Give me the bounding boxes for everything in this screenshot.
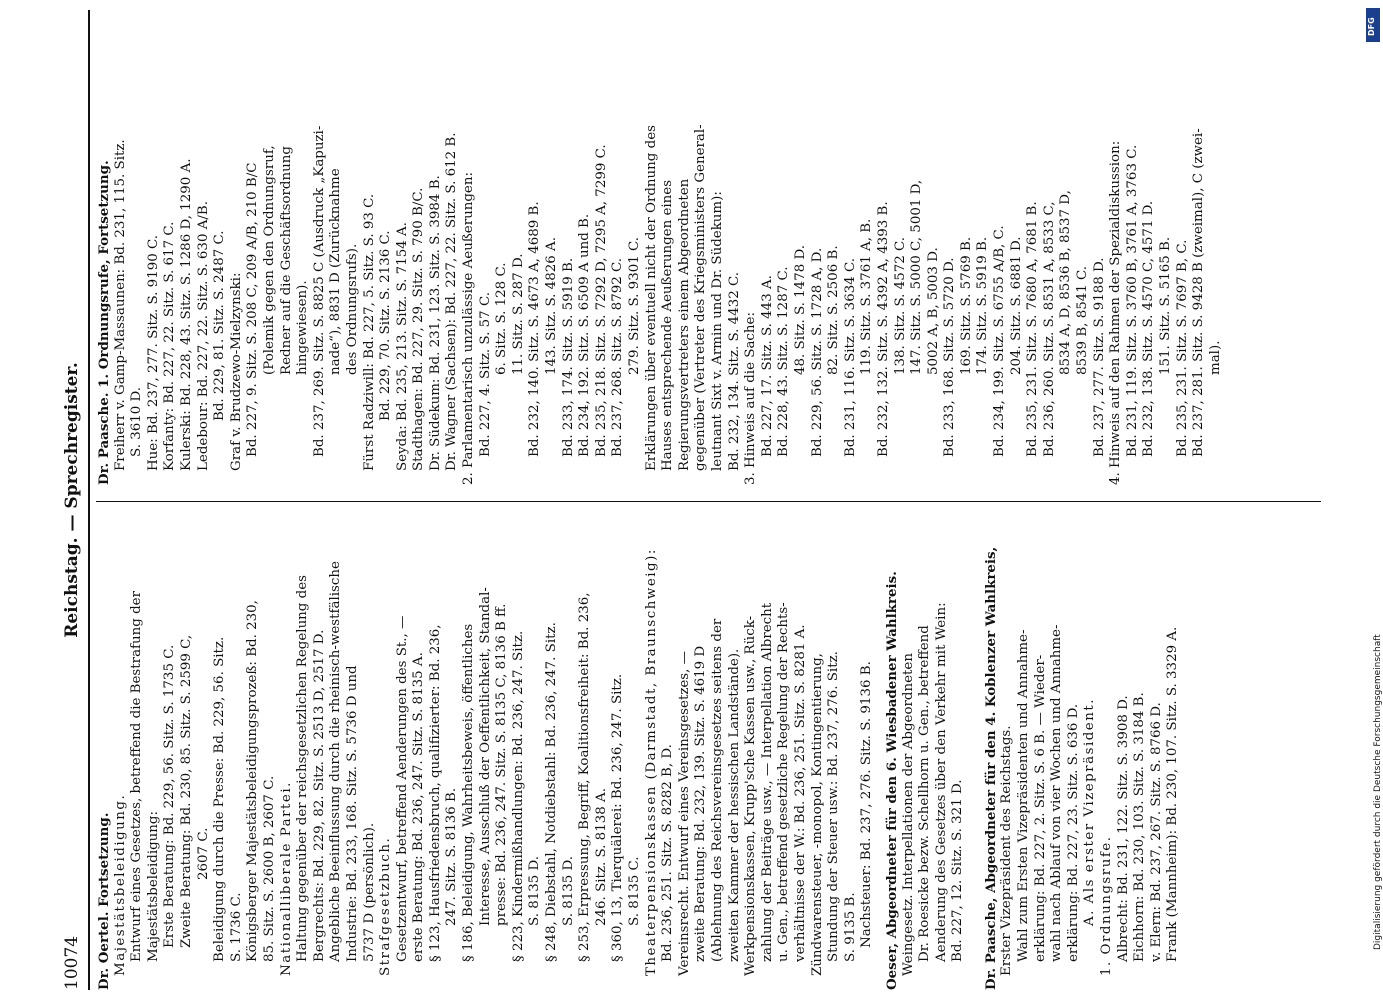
text-line: Bd. 232, 132. Sitz. S. 4392 A, 4393 B. <box>875 201 891 457</box>
text-line: des Ordnungsrufs). <box>344 243 360 375</box>
spacer <box>975 520 983 990</box>
text-line: Bd. 229, 81. Sitz. S. 2487 C. <box>212 230 228 421</box>
text-line: mal). <box>1207 340 1223 375</box>
text-line: § 223, Kindermißhandlungen: Bd. 236, 247. Sitz. <box>510 630 526 962</box>
text-line: Bd. 231, 119. Sitz. S. 3760 B, 3761 A, 3763 C. <box>1124 144 1140 457</box>
text-line: 11. Sitz. S. 287 D. <box>510 253 526 375</box>
text-line: S. 8135 C. <box>627 856 642 926</box>
text-line: nade“), 8831 D (Zurücknahme <box>328 168 344 375</box>
text-line: S. 8135 D. <box>560 855 576 926</box>
text-line: Dr. Südekum: Bd. 231, 123. Sitz. S. 3984 B. <box>427 175 443 471</box>
text-line: Bd. 231, 116. Sitz. S. 3634 C. <box>842 257 858 457</box>
text-line: 2607 C. <box>195 827 211 880</box>
text-line: Hauses entsprechende Aeußerungen eines <box>660 179 676 471</box>
text-line: Wahl zum Ersten Vizepräsidenten und Annahme- <box>1016 629 1032 962</box>
text-line: Bd. 236, 251. Sitz. S. 8282 B, D. <box>660 744 676 962</box>
text-line: Bergrechts: Bd. 229, 82. Sitz. S. 2513 D, 2517 D. <box>311 629 327 962</box>
text-line: zweiten Kammer der hessischen Landstände). <box>726 648 742 962</box>
spacer <box>967 520 975 990</box>
page-number: 10074 <box>62 935 82 990</box>
text-line: § 123, Hausfriedensbruch, qualifizierter: Bd. 236, <box>427 624 443 962</box>
text-line: 6. Sitz. S. 128 C. <box>494 262 510 375</box>
text-line: presse: Bd. 236, 247. Sitz. S. 8135 C, 8136 B ff. <box>494 603 510 926</box>
text-line: Bd. 233, 174. Sitz. S. 5919 B. <box>560 257 576 457</box>
text-line: S. 1736 C. <box>228 892 244 962</box>
text-line: Regierungsvertreters einem Abgeordneten <box>676 178 692 471</box>
right-column <box>96 15 1224 485</box>
text-line: Nationalliberale Partei. <box>278 781 294 976</box>
header-rule <box>88 10 90 990</box>
text-line: (Ablehnung des Reichsvereinsgesetzes seitens der <box>709 618 725 962</box>
text-line: Bd. 227, 12. Sitz. S. 321 D. <box>950 779 966 962</box>
text-line: Zündwarensteuer, -monopol, Kontingentierung, <box>809 653 825 976</box>
text-line: Weingesetz. Interpellationen der Abgeordneten <box>900 653 916 976</box>
text-line: 246. Sitz. S. 8138 A. <box>593 788 609 926</box>
text-line: Erklärungen über eventuell nicht der Ordnung des <box>643 125 659 471</box>
text-line: gegenüber (Vertreter des Kriegsministers General- <box>693 124 709 471</box>
text-line: erklärung: Bd. 227, 23. Sitz. S. 636 D. <box>1065 703 1081 962</box>
text-line: Entwurf eines Gesetzes, betreffend die Bestrafung der <box>129 591 145 962</box>
text-line: Freiherr v. Gamp-Massaunen: Bd. 231, 115. Sitz. <box>112 139 128 471</box>
text-line: u. Gen., betreffend gesetzliche Regelung der Rechts- <box>776 602 792 962</box>
text-line: hingewiesen). <box>295 280 311 375</box>
text-line: Graf v. Brudzewo-Mielzynski: <box>228 272 244 471</box>
text-line: Angebliche Beeinflussung durch die rheinisch-westfälische <box>328 561 344 962</box>
text-line: Bd. 232, 138. Sitz. S. 4570 C, 4571 D. <box>1141 200 1157 457</box>
text-line: erklärung: Bd. 227, 2. Sitz. S. 6 B. — Wieder- <box>1032 654 1048 962</box>
text-line: v. Elern: Bd. 237, 267. Sitz. S. 8766 D. <box>1148 702 1164 962</box>
text-line: Redner auf die Geschäftsordnung <box>278 146 294 375</box>
text-line: 247. Sitz. S. 8136 B. <box>444 787 460 926</box>
text-line: Bd. 237, 269. Sitz. S. 8825 C (Ausdruck „Kapuzi- <box>311 125 327 457</box>
text-line: Bd. 235, 218. Sitz. S. 7292 D, 7295 A, 7299 C. <box>593 144 609 457</box>
text-line: Bd. 236, 260. Sitz. S. 8531 A, 8533 C, <box>1041 201 1057 457</box>
text-line: S. 8135 D. <box>527 855 543 926</box>
left-column <box>96 520 1182 990</box>
text-line: Fürst Radziwill: Bd. 227, 5. Sitz. S. 93 C. <box>361 193 377 471</box>
text-line: S. 9135 B. <box>842 892 858 962</box>
text-line: § 186, Beleidigung, Wahrheitsbeweis, öffentliches <box>461 623 477 962</box>
text-line: (Polemik gegen den Ordnungsruf, <box>261 145 277 375</box>
text-line: Beleidigung durch die Presse: Bd. 229, 56. Sitz. <box>212 636 228 962</box>
running-title: Reichstag. — Sprechregister. <box>62 362 82 638</box>
text-line: Zweite Beratung: Bd. 230, 85. Sitz. S. 2599 C, <box>178 634 194 948</box>
text-line: Dr. Wagner (Sachsen): Bd. 227, 22. Sitz. S. 612 B. <box>444 132 460 471</box>
text-line: Königsberger Majestätsbeleidigungsprozeß: Bd. 230, <box>245 600 261 962</box>
text-line: 1. Ordnungsrufe. <box>1099 835 1115 976</box>
page-header <box>58 10 88 990</box>
text-line: Bd. 233, 168. Sitz. S. 5720 D. <box>942 257 958 457</box>
text-line: Bd. 227, 4. Sitz. S. 57 C. <box>477 292 493 457</box>
digitization-note-text: Digitalisierung gefördert durch die Deutsche Forschungsgemeinschaft <box>1373 634 1383 950</box>
text-line: Strafgesetzbuch. <box>378 836 394 976</box>
text-line: Bd. 237, 281. Sitz. S. 9428 B (zweimal), C (zwei- <box>1191 128 1207 457</box>
text-line: 151. Sitz. S. 5165 B. <box>1158 236 1173 375</box>
dfg-logo: DFG <box>1366 8 1380 42</box>
text-line: Bd. 229, 56. Sitz. S. 1728 A, D. <box>809 247 825 457</box>
text-line: Ledebour: Bd. 227, 22. Sitz. S. 630 A/B. <box>195 201 211 471</box>
text-line: Bd. 234, 192. Sitz. S. 6509 A und B. <box>577 213 593 457</box>
text-line: Bd. 237, 277. Sitz. S. 9188 D. <box>1091 257 1107 457</box>
text-line: 169. Sitz. S. 5769 B. <box>958 236 974 375</box>
text-line: leutnant Sixt v. Armin und Dr. Südekum): <box>709 191 725 471</box>
text-line: Bd. 232, 134. Sitz. S. 4432 C. <box>726 271 742 471</box>
text-line: zweite Beratung: Bd. 232, 139. Sitz. S. 4619 D <box>693 645 709 962</box>
text-line: Seyda: Bd. 235, 213. Sitz. S. 7154 A. <box>394 222 410 471</box>
text-line: Bd. 237, 268. Sitz. S. 8792 C. <box>610 257 626 457</box>
text-line: Eichhorn: Bd. 230, 103. Sitz. S. 3184 B. <box>1132 692 1148 962</box>
text-line: Aenderung des Gesetzes über den Verkehr mit Wein: <box>933 602 949 962</box>
text-line: Dr. Paasche. 1. Ordnungsrufe, Fortsetzung. <box>96 160 112 485</box>
text-line: 3. Hinweis auf die Sache: <box>743 312 759 485</box>
text-line: Bd. 234, 199. Sitz. S. 6755 A/B, C. <box>992 225 1008 457</box>
text-line: 204. Sitz. S. 6881 D. <box>1008 236 1024 375</box>
text-line: Bd. 235, 231. Sitz. S. 7697 B, C. <box>1174 239 1190 457</box>
text-line: Interesse, Ausschluß der Oeffentlichkeit, Standal- <box>477 587 493 926</box>
text-line: 279. Sitz. S. 9301 C. <box>627 236 642 375</box>
text-line: 4. Hinweis auf den Rahmen der Spezialdiskussion: <box>1108 140 1124 485</box>
text-line: Nachsteuer: Bd. 237, 276. Sitz. S. 9136 B. <box>859 661 875 948</box>
text-line: zahlung der Beiträge usw., — Interpellation Albrecht <box>759 602 775 962</box>
text-line: Hue: Bd. 237, 277. Sitz. S. 9190 C. <box>145 234 161 471</box>
text-line: 82. Sitz. S. 2506 B. <box>826 245 842 375</box>
text-line: Bd. 228, 43. Sitz. S. 1287 C. <box>776 266 792 457</box>
text-line: 48. Sitz. S. 1478 D. <box>792 244 808 375</box>
text-line: Majestätsbeleidigung: <box>145 810 161 962</box>
column-divider <box>96 501 1321 502</box>
text-line: 138. Sitz. S. 4572 C. <box>892 236 908 375</box>
text-line: Majestätsbeleidigung. <box>112 793 128 976</box>
text-line: 147. Sitz. S. 5000 C, 5001 D, <box>909 179 925 375</box>
text-line: verhältnisse der W.: Bd. 236, 251. Sitz. S. 8281 A. <box>792 624 808 962</box>
text-line: Werkpensionskassen, Krupp'sche Kassen usw., Rück- <box>743 615 759 976</box>
text-line: Dr. Oertel. Fortsetzung. <box>96 812 112 990</box>
text-line: Stundung der Steuer usw.: Bd. 237, 276. Sitz. <box>826 651 842 962</box>
text-line: Vereinsrecht. Entwurf eines Vereinsgesetzes, — <box>676 650 692 976</box>
text-line: Dr. Roesicke bezw. Schellhorn u. Gen., betreffend <box>917 625 933 962</box>
text-line: Bd. 229, 70. Sitz. S. 2136 C. <box>378 230 394 421</box>
text-line: Theaterpensionskassen (Darmstadt, Braunschweig): <box>643 548 659 976</box>
text-line: Stadthagen: Bd. 227, 29. Sitz. S. 790 B/C. <box>411 187 427 471</box>
text-line: 8534 A, D, 8536 B, 8537 D, <box>1058 190 1074 375</box>
text-line: Oeser, Abgeordneter für den 6. Wiesbadener Wahlkreis. <box>883 571 900 990</box>
text-line: Bd. 227, 9. Sitz. S. 208 C, 209 A/B, 210 B/C <box>245 162 261 457</box>
text-line: Albrecht: Bd. 231, 122. Sitz. S. 3908 D. <box>1115 695 1131 962</box>
text-line: 174. Sitz. S. 5919 B. <box>975 236 991 375</box>
text-line: erste Beratung: Bd. 236, 247. Sitz. S. 8135 A. <box>411 652 427 962</box>
text-line: Frank (Mannheim): Bd. 230, 107. Sitz. S. 3329 A. <box>1165 626 1181 962</box>
text-line: § 360, 13, Tierquälerei: Bd. 236, 247. Sitz. <box>610 673 626 962</box>
text-line: Industrie: Bd. 233, 168. Sitz. S. 5736 D und <box>344 665 360 962</box>
text-line: Bd. 232, 140. Sitz. S. 4673 A, 4689 B. <box>527 201 543 457</box>
text-line: 143. Sitz. S. 4826 A. <box>544 237 560 375</box>
text-line: 85. Sitz. S. 2600 B, 2607 C. <box>261 775 277 962</box>
text-line: Bd. 235, 231. Sitz. S. 7680 A, 7681 B. <box>1025 201 1041 457</box>
text-line: 5002 A, B, 5003 D. <box>925 247 941 375</box>
text-line: Kulerski: Bd. 228, 43. Sitz. S. 1286 D, 1290 A. <box>178 158 194 471</box>
text-line: 119. Sitz. S. 3761 A, B. <box>859 218 875 375</box>
digitization-note <box>1362 20 1383 980</box>
spacer <box>876 520 884 990</box>
text-line: Bd. 227, 17. Sitz. S. 443 A. <box>759 275 775 457</box>
text-line: Korfanty: Bd. 227, 22. Sitz. S. 617 C. <box>162 221 178 471</box>
text-line: Erste Beratung: Bd. 229, 56. Sitz. S. 1735 C. <box>162 644 178 948</box>
text-line: § 248, Diebstahl, Notdiebstahl: Bd. 236, 247. Sitz. <box>544 622 560 962</box>
text-line: S. 3610 D. <box>129 386 145 457</box>
text-line: Dr. Paasche, Abgeordneter für den 4. Koblenzer Wahlkreis, <box>982 546 999 990</box>
text-line: § 253, Erpressung, Begriff, Koalitionsfreiheit: Bd. 236, <box>577 592 593 962</box>
text-line: 2. Parlamentarisch unzulässige Aeußerungen: <box>461 172 477 485</box>
text-line: Erster Vizepräsident des Reichstags. <box>999 725 1015 976</box>
text-line: Haltung gegenüber der reichsgesetzlichen Regelung des <box>295 574 311 962</box>
text-line: A. Als erster Vizepräsident. <box>1082 698 1098 926</box>
text-line: wahl nach Ablauf von vier Wochen und Annahme- <box>1049 624 1065 962</box>
text-line: Gesetzentwurf, betreffend Aenderungen des St., — <box>394 615 410 962</box>
text-line: 8539 B, 8541 C. <box>1075 265 1091 375</box>
text-line: 5737 D (persönlich). <box>361 822 377 962</box>
